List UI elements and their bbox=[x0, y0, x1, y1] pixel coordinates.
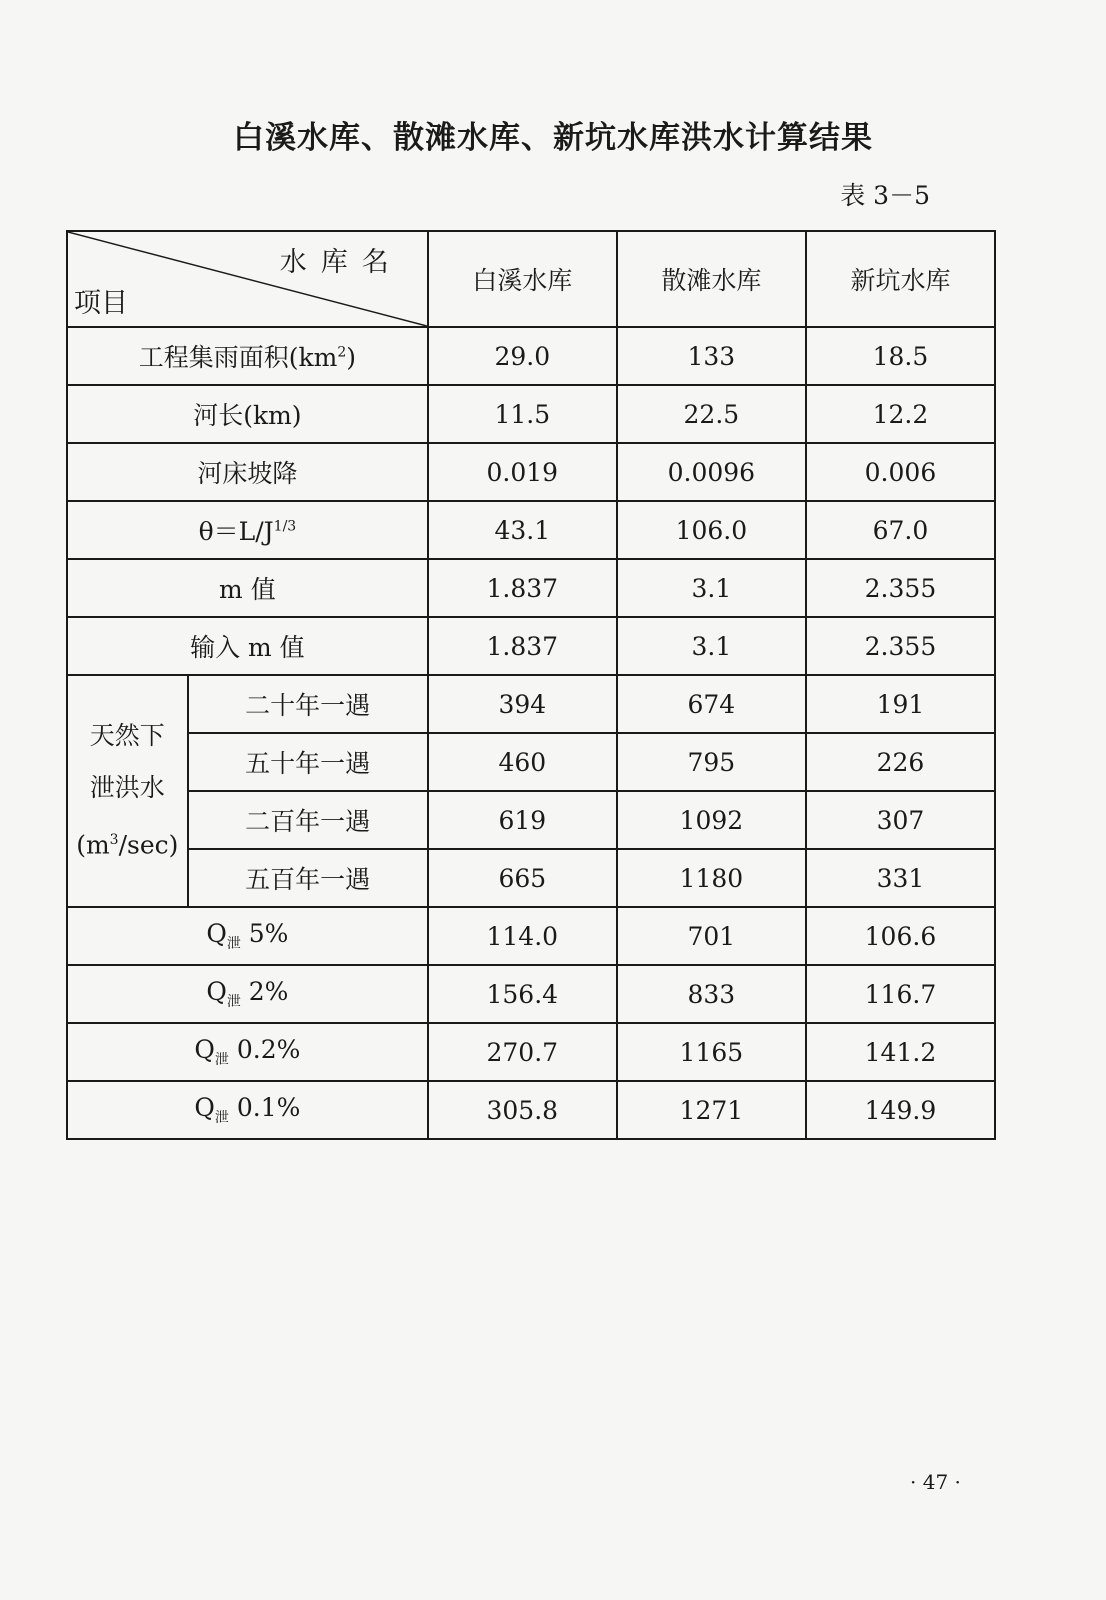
cell-value: 116.7 bbox=[806, 965, 995, 1023]
table-row bbox=[67, 1081, 995, 1139]
column-header: 散滩水库 bbox=[617, 231, 806, 327]
cell-value: 1.837 bbox=[428, 559, 617, 617]
row-label: $\theta=L/J^{1/3}$ bbox=[67, 501, 428, 559]
cell-value: 0.019 bbox=[428, 443, 617, 501]
cell-value: 12.2 bbox=[806, 385, 995, 443]
row-label: 输入 m 值 bbox=[67, 617, 428, 675]
cell-value: 141.2 bbox=[806, 1023, 995, 1081]
cell-value: 226 bbox=[806, 733, 995, 791]
table-row bbox=[67, 675, 995, 733]
cell-value: 29.0 bbox=[428, 327, 617, 385]
sub-row-label: 二十年一遇 bbox=[188, 675, 428, 733]
cell-value: 11.5 bbox=[428, 385, 617, 443]
cell-value: 1165 bbox=[617, 1023, 806, 1081]
cell-value: 833 bbox=[617, 965, 806, 1023]
group-label: 天然下 泄洪水 $(m^3/\sec)$ bbox=[67, 675, 188, 907]
cell-value: 106.6 bbox=[806, 907, 995, 965]
cell-value: 665 bbox=[428, 849, 617, 907]
cell-value: 795 bbox=[617, 733, 806, 791]
cell-value: 133 bbox=[617, 327, 806, 385]
column-header: 白溪水库 bbox=[428, 231, 617, 327]
cell-value: 394 bbox=[428, 675, 617, 733]
diagonal-header-cell bbox=[67, 231, 428, 327]
cell-value: 1092 bbox=[617, 791, 806, 849]
cell-value: 701 bbox=[617, 907, 806, 965]
cell-value: 2.355 bbox=[806, 559, 995, 617]
cell-value: 1271 bbox=[617, 1081, 806, 1139]
cell-value: 619 bbox=[428, 791, 617, 849]
table-row bbox=[67, 965, 995, 1023]
diag-header-item: 项目 bbox=[74, 288, 128, 319]
cell-value: 305.8 bbox=[428, 1081, 617, 1139]
cell-value: 3.1 bbox=[617, 559, 806, 617]
row-label: m 值 bbox=[67, 559, 428, 617]
cell-value: 307 bbox=[806, 791, 995, 849]
cell-value: 106.0 bbox=[617, 501, 806, 559]
cell-value: 674 bbox=[617, 675, 806, 733]
cell-value: 114.0 bbox=[428, 907, 617, 965]
cell-value: 0.0096 bbox=[617, 443, 806, 501]
cell-value: 149.9 bbox=[806, 1081, 995, 1139]
sub-row-label: 二百年一遇 bbox=[188, 791, 428, 849]
header-row bbox=[67, 231, 995, 327]
table-row bbox=[67, 849, 995, 907]
row-label: 河长(km) bbox=[67, 385, 428, 443]
table-row bbox=[67, 385, 995, 443]
row-label: $Q_泄$ 0.1% bbox=[67, 1081, 428, 1139]
cell-value: 270.7 bbox=[428, 1023, 617, 1081]
diag-header-reservoir: 水库名 bbox=[279, 247, 403, 278]
row-label: $Q_泄$ 5% bbox=[67, 907, 428, 965]
cell-value: 43.1 bbox=[428, 501, 617, 559]
table-row bbox=[67, 1023, 995, 1081]
table-number: 表 3－5 bbox=[840, 181, 930, 210]
cell-value: 0.006 bbox=[806, 443, 995, 501]
cell-value: 22.5 bbox=[617, 385, 806, 443]
page-title: 白溪水库、散滩水库、新坑水库洪水计算结果 bbox=[233, 120, 873, 156]
row-label: 河床坡降 bbox=[67, 443, 428, 501]
cell-value: 3.1 bbox=[617, 617, 806, 675]
column-header: 新坑水库 bbox=[806, 231, 995, 327]
cell-value: 460 bbox=[428, 733, 617, 791]
cell-value: 18.5 bbox=[806, 327, 995, 385]
cell-value: 2.355 bbox=[806, 617, 995, 675]
table-row bbox=[67, 559, 995, 617]
sub-row-label: 五十年一遇 bbox=[188, 733, 428, 791]
table-row bbox=[67, 501, 995, 559]
page-number: · 47 · bbox=[910, 1470, 961, 1494]
results-table bbox=[66, 230, 996, 1140]
row-label: 工程集雨面积$(km^2)$ bbox=[67, 327, 428, 385]
table-row bbox=[67, 327, 995, 385]
cell-value: 191 bbox=[806, 675, 995, 733]
cell-value: 1.837 bbox=[428, 617, 617, 675]
table-row bbox=[67, 617, 995, 675]
table-row bbox=[67, 443, 995, 501]
table-row bbox=[67, 907, 995, 965]
cell-value: 67.0 bbox=[806, 501, 995, 559]
cell-value: 1180 bbox=[617, 849, 806, 907]
cell-value: 156.4 bbox=[428, 965, 617, 1023]
table-row bbox=[67, 791, 995, 849]
cell-value: 331 bbox=[806, 849, 995, 907]
row-label: $Q_泄$ 0.2% bbox=[67, 1023, 428, 1081]
sub-row-label: 五百年一遇 bbox=[188, 849, 428, 907]
row-label: $Q_泄$ 2% bbox=[67, 965, 428, 1023]
table-row bbox=[67, 733, 995, 791]
